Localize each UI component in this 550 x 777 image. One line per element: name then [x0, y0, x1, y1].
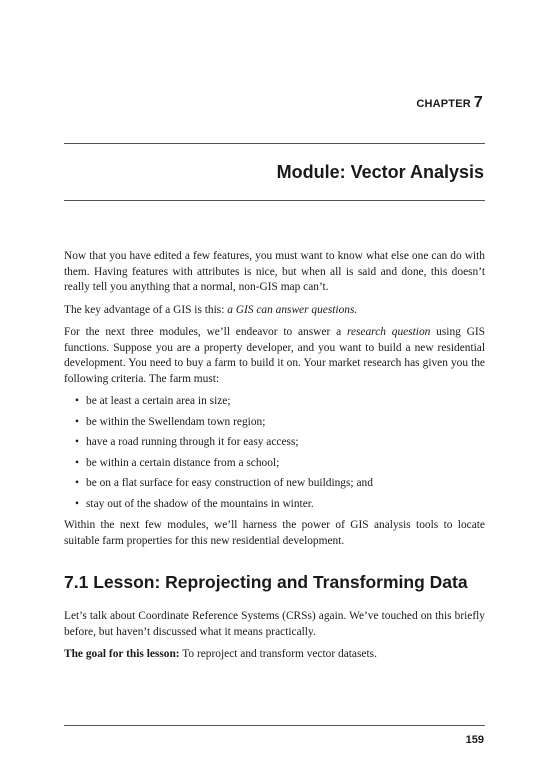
criteria-item: • have a road running through it for easy access; — [75, 435, 485, 451]
criteria-list — [64, 394, 485, 512]
section-paragraph-1: Let’s talk about Coordinate Reference Systems (CRSs) again. We’ve touched on this briefly before, but haven’t discussed what it means practically. — [64, 610, 485, 638]
lesson-goal-label: The goal for this lesson: — [64, 648, 180, 660]
chapter-word: CHAPTER — [416, 98, 471, 110]
header-rule-top — [64, 143, 485, 144]
intro-paragraph-1: Now that you have edited a few features, you must want to know what else one can do with them. Having features with attributes is nice, but when all is said and done, this doesn’t really tell you anything that a normal, non-GIS map can’t. — [64, 250, 485, 293]
page-body — [64, 249, 485, 670]
intro-paragraph-3 — [64, 325, 485, 387]
criteria-item: • be within a certain distance from a school; — [75, 456, 485, 472]
intro-paragraph-3-end: using GIS functions. Suppose you are a property developer, and you want to build a new residential development. You need to buy a farm to build it on. Your market research has given you the following criteria. The farm must: — [64, 326, 486, 385]
lesson-goal — [64, 647, 485, 663]
criteria-item: • be at least a certain area in size; — [75, 394, 485, 410]
intro-paragraph-3-start: For the next three modules, we’ll endeavor to answer a — [64, 326, 347, 338]
chapter-label — [416, 94, 483, 112]
header-rule-bottom — [64, 200, 485, 201]
outro-paragraph: Within the next few modules, we’ll harness the power of GIS analysis tools to locate suitable farm properties for this new residential development. — [64, 519, 485, 547]
research-question-emphasis: research question — [346, 326, 431, 338]
criteria-item: • stay out of the shadow of the mountains in winter. — [75, 497, 485, 513]
footer-rule — [64, 725, 485, 726]
intro-paragraph-2-emphasis: a GIS can answer questions. — [227, 303, 358, 316]
criteria-item: • be within the Swellendam town region; — [75, 415, 485, 431]
intro-paragraph-2 — [64, 303, 485, 319]
chapter-number: 7 — [473, 94, 483, 111]
criteria-item: • be on a flat surface for easy construction of new buildings; and — [75, 476, 485, 492]
section-heading: 7.1 Lesson: Reprojecting and Transforming Data — [64, 572, 468, 592]
intro-paragraph-2-text: The key advantage of a GIS is this: — [64, 303, 228, 316]
chapter-title: Module: Vector Analysis — [276, 162, 484, 182]
page-number: 159 — [465, 734, 484, 746]
lesson-goal-text: To reproject and transform vector datasets. — [179, 648, 377, 660]
